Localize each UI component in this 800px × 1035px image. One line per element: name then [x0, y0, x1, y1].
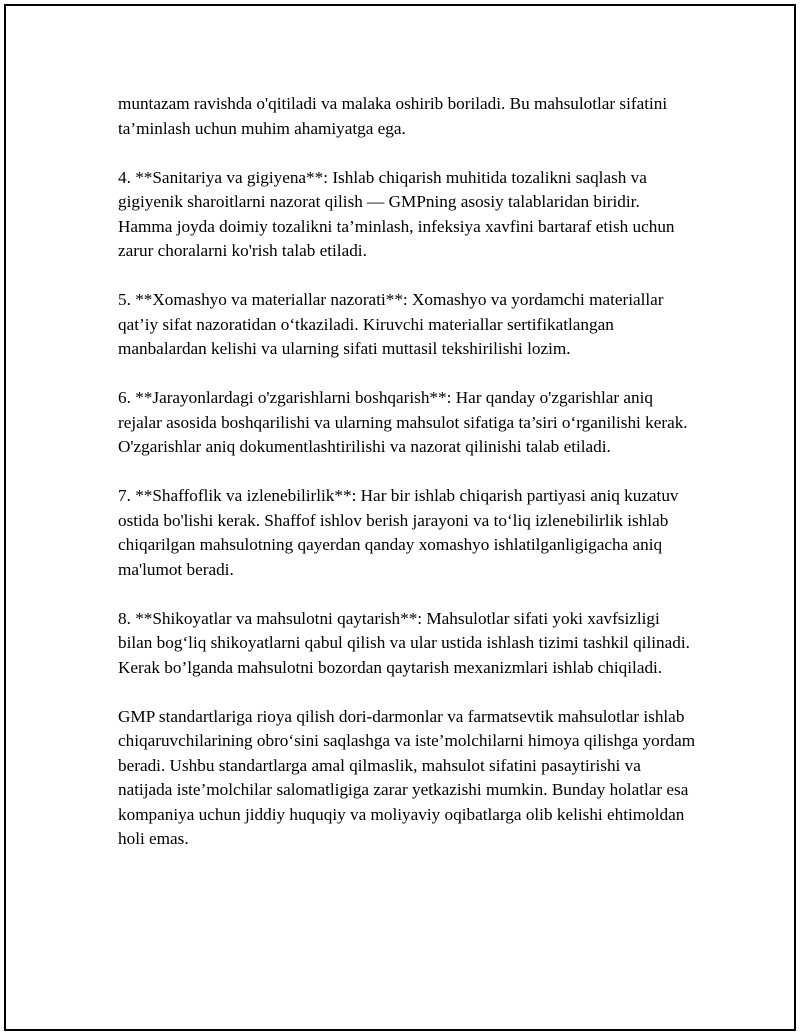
- paragraph-traceability: 7. **Shaffoflik va izlenebilirlik**: Har bir ishlab chiqarish partiyasi aniq kuzatuv ostida bo'lishi kerak. Shaffof ishlov berish jarayoni va to‘liq izlenebilirlik ishlab chiqarilgan mahsulotning qayerdan qanday xomashyo ishlatilganligigacha aniq ma'lumot beradi.: [118, 486, 679, 579]
- paragraph-conclusion: GMP standartlariga rioya qilish dori-darmonlar va farmatsevtik mahsulotlar ishlab chiqaruvchilarining obro‘sini saqlashga va iste’molchilarni himoya qilishga yordam beradi. Ushbu standartlarga amal qilmaslik, mahsulot sifatini pasaytirishi va natijada iste’molchilar salomatligiga zarar yetkazishi mumkin. Bunday holatlar esa kompaniya uchun jiddiy huquqiy va moliyaviy oqibatlarga olib kelishi ehtimoldan holi emas.: [118, 706, 696, 848]
- paragraph-raw-materials: 5. **Xomashyo va materiallar nazorati**: Xomashyo va yordamchi materiallar qat’iy sifat nazoratidan o‘tkaziladi. Kiruvchi materiallar sertifikatlangan manbalardan kelishi va ularning sifati muttasil tekshirilishi lozim.: [118, 290, 664, 358]
- paragraph-complaints: 8. **Shikoyatlar va mahsulotni qaytarish**: Mahsulotlar sifati yoki xavfsizligi bilan bog‘liq shikoyatlarni qabul qilish va ular ustida ishlash tizimi tashkil qilinadi. Kerak bo’lganda mahsulotni bozordan qaytarish mexanizmlari ishlab chiqiladi.: [118, 608, 690, 677]
- paragraph-change-control: 6. **Jarayonlardagi o'zgarishlarni boshqarish**: Har qanday o'zgarishlar aniq rejalar asosida boshqarilishi va ularning mahsulot sifatiga ta’siri o‘rganilishi kerak. O'zgarishlar aniq dokumentlashtirilishi va nazorat qilinishi talab etiladi.: [118, 388, 688, 456]
- paragraph-sanitation: 4. **Sanitariya va gigiyena**: Ishlab chiqarish muhitida tozalikni saqlash va gigiyenik sharoitlarni nazorat qilish — GMPning asosiy talablaridan biridir. Hamma joyda doimiy tozalikni ta’minlash, infeksiya xavfini bartaraf etish uchun zarur choralarni ko'rish talab etiladi.: [118, 167, 675, 260]
- paragraph-continuation: muntazam ravishda o'qitiladi va malaka oshirib boriladi. Bu mahsulotlar sifatini ta’minlash uchun muhim ahamiyatga ega.: [118, 94, 668, 138]
- document-body: [118, 92, 698, 852]
